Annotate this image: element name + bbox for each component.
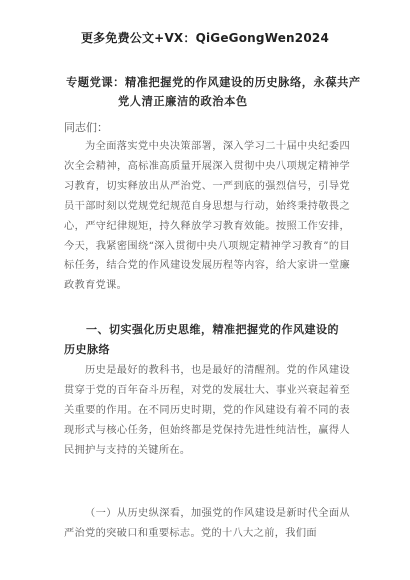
paragraph-subsection-1: （一）从历史纵深看，加强党的作风建设是新时代全面从严治党的突破口和重要标志。党的十八大之前，我们面 [64, 508, 350, 539]
section-heading-1: 一、切实强化历史思维，精准把握党的作风建设的历史脉络 [64, 323, 339, 356]
greeting: 同志们： [64, 121, 108, 134]
document-title-line-1: 专题党课：精准把握党的作风建设的历史脉络，永葆共产 [66, 75, 361, 89]
paragraph-intro: 为全面落实党中央决策部署，深入学习二十届中央纪委四次全会精神，高标准高质量开展深入贯彻中央八项规定精神学习教育，切实释放出从严治党、一严到底的强烈信号，引导党员干部时刻以党规党纪规范自身思想与行动，始终秉持敬畏之心，严守纪律规矩，持久释放学习教育效能。按照工作安排，今天，我紧密围绕“深入贯彻中央八项规定精神学习教育”的目标任务，结合党的作风建设发展历程等内容，给大家讲一堂廉政教育党课。 [64, 141, 350, 292]
document-title-line-2: 党人清正廉洁的政治本色 [118, 94, 248, 108]
page-header: 更多免费公文+VX：QiGeGongWen2024 [80, 31, 329, 45]
paragraph-history: 历史是最好的教科书，也是最好的清醒剂。党的作风建设贯穿于党的百年奋斗历程，对党的发展壮大、事业兴衰起着至关重要的作用。在不同历史时期，党的作风建设有着不同的表现形式与核心任务，但始终都是党保持先进性纯洁性，赢得人民拥护与支持的关键所在。 [64, 365, 350, 456]
